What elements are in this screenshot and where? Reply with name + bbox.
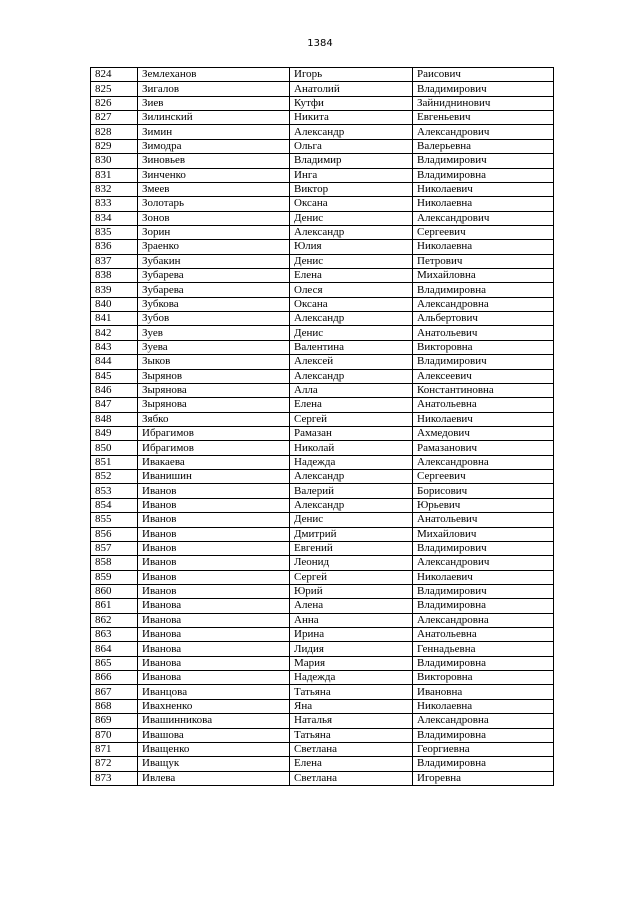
surname-cell: Иванов: [138, 584, 290, 598]
first-name-cell: Оксана: [290, 297, 413, 311]
patronymic-cell: Александровна: [413, 297, 554, 311]
table-row: [91, 182, 554, 196]
patronymic-cell: Ахмедович: [413, 426, 554, 440]
patronymic-cell: Алексеевич: [413, 369, 554, 383]
surname-cell: Зуева: [138, 340, 290, 354]
patronymic-cell: Владимировна: [413, 656, 554, 670]
table-row: [91, 541, 554, 555]
patronymic-cell: Михайловна: [413, 269, 554, 283]
first-name-cell: Надежда: [290, 671, 413, 685]
table-row: [91, 484, 554, 498]
first-name-cell: Елена: [290, 757, 413, 771]
surname-cell: Зырянова: [138, 398, 290, 412]
patronymic-cell: Зайниднинович: [413, 96, 554, 110]
patronymic-cell: Раисович: [413, 68, 554, 82]
first-name-cell: Юрий: [290, 584, 413, 598]
first-name-cell: Ирина: [290, 628, 413, 642]
row-number: 836: [91, 240, 138, 254]
row-number: 864: [91, 642, 138, 656]
surname-cell: Ибрагимов: [138, 441, 290, 455]
table-row: [91, 82, 554, 96]
patronymic-cell: Николаевна: [413, 240, 554, 254]
patronymic-cell: Сергеевич: [413, 225, 554, 239]
table-row: [91, 96, 554, 110]
surname-cell: Землеханов: [138, 68, 290, 82]
first-name-cell: Светлана: [290, 771, 413, 785]
table-row: [91, 340, 554, 354]
first-name-cell: Николай: [290, 441, 413, 455]
table-row: [91, 671, 554, 685]
patronymic-cell: Николаевич: [413, 412, 554, 426]
patronymic-cell: Альбертович: [413, 312, 554, 326]
first-name-cell: Юлия: [290, 240, 413, 254]
table-row: [91, 197, 554, 211]
surname-cell: Иванов: [138, 513, 290, 527]
first-name-cell: Алексей: [290, 355, 413, 369]
table-row: [91, 139, 554, 153]
table-row: [91, 412, 554, 426]
surname-cell: Зинченко: [138, 168, 290, 182]
first-name-cell: Дмитрий: [290, 527, 413, 541]
first-name-cell: Олеся: [290, 283, 413, 297]
row-number: 857: [91, 541, 138, 555]
first-name-cell: Валерий: [290, 484, 413, 498]
surname-cell: Иванов: [138, 484, 290, 498]
first-name-cell: Сергей: [290, 412, 413, 426]
surname-cell: Змеев: [138, 182, 290, 196]
table-row: [91, 326, 554, 340]
first-name-cell: Александр: [290, 369, 413, 383]
row-number: 842: [91, 326, 138, 340]
patronymic-cell: Анатольевич: [413, 326, 554, 340]
table-row: [91, 125, 554, 139]
row-number: 829: [91, 139, 138, 153]
row-number: 837: [91, 254, 138, 268]
table-row: [91, 254, 554, 268]
surname-cell: Зонов: [138, 211, 290, 225]
patronymic-cell: Георгиевна: [413, 742, 554, 756]
first-name-cell: Елена: [290, 398, 413, 412]
surname-cell: Зябко: [138, 412, 290, 426]
patronymic-cell: Владимирович: [413, 82, 554, 96]
first-name-cell: Александр: [290, 125, 413, 139]
table-row: [91, 68, 554, 82]
patronymic-cell: Николаевич: [413, 182, 554, 196]
first-name-cell: Леонид: [290, 556, 413, 570]
surname-cell: Иванова: [138, 642, 290, 656]
surname-cell: Зраенко: [138, 240, 290, 254]
surname-cell: Иванов: [138, 498, 290, 512]
row-number: 838: [91, 269, 138, 283]
row-number: 825: [91, 82, 138, 96]
surname-cell: Ивашова: [138, 728, 290, 742]
row-number: 868: [91, 699, 138, 713]
row-number: 843: [91, 340, 138, 354]
patronymic-cell: Владимирович: [413, 154, 554, 168]
patronymic-cell: Борисович: [413, 484, 554, 498]
surname-cell: Ивлева: [138, 771, 290, 785]
patronymic-cell: Константиновна: [413, 383, 554, 397]
surname-cell: Иванишин: [138, 470, 290, 484]
patronymic-cell: Александрович: [413, 556, 554, 570]
surname-cell: Зырянов: [138, 369, 290, 383]
surname-cell: Иванов: [138, 556, 290, 570]
surname-cell: Иванов: [138, 527, 290, 541]
table-row: [91, 656, 554, 670]
row-number: 827: [91, 111, 138, 125]
row-number: 869: [91, 714, 138, 728]
patronymic-cell: Владимирович: [413, 541, 554, 555]
patronymic-cell: Викторовна: [413, 340, 554, 354]
first-name-cell: Яна: [290, 699, 413, 713]
surname-cell: Иванова: [138, 628, 290, 642]
row-number: 872: [91, 757, 138, 771]
first-name-cell: Анатолий: [290, 82, 413, 96]
patronymic-cell: Евгеньевич: [413, 111, 554, 125]
names-table-body: [91, 68, 554, 786]
table-row: [91, 225, 554, 239]
first-name-cell: Сергей: [290, 570, 413, 584]
first-name-cell: Лидия: [290, 642, 413, 656]
table-row: [91, 111, 554, 125]
surname-cell: Зилинский: [138, 111, 290, 125]
surname-cell: Зубкова: [138, 297, 290, 311]
row-number: 840: [91, 297, 138, 311]
surname-cell: Зимодра: [138, 139, 290, 153]
table-row: [91, 470, 554, 484]
row-number: 862: [91, 613, 138, 627]
row-number: 870: [91, 728, 138, 742]
row-number: 839: [91, 283, 138, 297]
first-name-cell: Алла: [290, 383, 413, 397]
row-number: 834: [91, 211, 138, 225]
row-number: 861: [91, 599, 138, 613]
table-row: [91, 556, 554, 570]
surname-cell: Зиновьев: [138, 154, 290, 168]
row-number: 832: [91, 182, 138, 196]
table-row: [91, 513, 554, 527]
table-row: [91, 498, 554, 512]
row-number: 846: [91, 383, 138, 397]
patronymic-cell: Петрович: [413, 254, 554, 268]
patronymic-cell: Николаевна: [413, 197, 554, 211]
patronymic-cell: Владимировна: [413, 728, 554, 742]
patronymic-cell: Александровна: [413, 714, 554, 728]
surname-cell: Зиев: [138, 96, 290, 110]
table-row: [91, 699, 554, 713]
row-number: 826: [91, 96, 138, 110]
surname-cell: Иванов: [138, 541, 290, 555]
first-name-cell: Никита: [290, 111, 413, 125]
names-table: [90, 67, 554, 786]
patronymic-cell: Владимирович: [413, 584, 554, 598]
row-number: 851: [91, 455, 138, 469]
table-row: [91, 642, 554, 656]
surname-cell: Ибрагимов: [138, 426, 290, 440]
first-name-cell: Александр: [290, 470, 413, 484]
surname-cell: Золотарь: [138, 197, 290, 211]
patronymic-cell: Юрьевич: [413, 498, 554, 512]
table-row: [91, 168, 554, 182]
table-row: [91, 628, 554, 642]
first-name-cell: Валентина: [290, 340, 413, 354]
patronymic-cell: Геннадьевна: [413, 642, 554, 656]
first-name-cell: Денис: [290, 211, 413, 225]
table-row: [91, 771, 554, 785]
surname-cell: Иванов: [138, 570, 290, 584]
surname-cell: Зубарева: [138, 283, 290, 297]
surname-cell: Ивахненко: [138, 699, 290, 713]
patronymic-cell: Александровна: [413, 613, 554, 627]
first-name-cell: Мария: [290, 656, 413, 670]
table-row: [91, 728, 554, 742]
patronymic-cell: Владимировна: [413, 757, 554, 771]
table-row: [91, 599, 554, 613]
row-number: 831: [91, 168, 138, 182]
table-row: [91, 355, 554, 369]
patronymic-cell: Анатольевич: [413, 513, 554, 527]
surname-cell: Зыков: [138, 355, 290, 369]
first-name-cell: Виктор: [290, 182, 413, 196]
patronymic-cell: Анатольевна: [413, 398, 554, 412]
table-row: [91, 383, 554, 397]
row-number: 844: [91, 355, 138, 369]
patronymic-cell: Викторовна: [413, 671, 554, 685]
row-number: 835: [91, 225, 138, 239]
first-name-cell: Надежда: [290, 455, 413, 469]
row-number: 833: [91, 197, 138, 211]
first-name-cell: Владимир: [290, 154, 413, 168]
table-row: [91, 398, 554, 412]
table-row: [91, 685, 554, 699]
page-number: 1384: [307, 38, 333, 49]
surname-cell: Ивашинникова: [138, 714, 290, 728]
row-number: 852: [91, 470, 138, 484]
surname-cell: Зигалов: [138, 82, 290, 96]
patronymic-cell: Валерьевна: [413, 139, 554, 153]
row-number: 873: [91, 771, 138, 785]
surname-cell: Иванова: [138, 613, 290, 627]
first-name-cell: Анна: [290, 613, 413, 627]
first-name-cell: Татьяна: [290, 728, 413, 742]
row-number: 849: [91, 426, 138, 440]
first-name-cell: Рамазан: [290, 426, 413, 440]
first-name-cell: Наталья: [290, 714, 413, 728]
first-name-cell: Светлана: [290, 742, 413, 756]
surname-cell: Иванцова: [138, 685, 290, 699]
table-row: [91, 297, 554, 311]
surname-cell: Иванова: [138, 599, 290, 613]
row-number: 841: [91, 312, 138, 326]
first-name-cell: Александр: [290, 225, 413, 239]
row-number: 856: [91, 527, 138, 541]
first-name-cell: Александр: [290, 312, 413, 326]
surname-cell: Иванова: [138, 656, 290, 670]
first-name-cell: Ольга: [290, 139, 413, 153]
table-row: [91, 240, 554, 254]
patronymic-cell: Николаевна: [413, 699, 554, 713]
row-number: 845: [91, 369, 138, 383]
first-name-cell: Денис: [290, 326, 413, 340]
patronymic-cell: Владимировна: [413, 283, 554, 297]
surname-cell: Иванова: [138, 671, 290, 685]
table-row: [91, 426, 554, 440]
patronymic-cell: Александрович: [413, 211, 554, 225]
surname-cell: Иващук: [138, 757, 290, 771]
first-name-cell: Денис: [290, 254, 413, 268]
table-row: [91, 369, 554, 383]
surname-cell: Иващенко: [138, 742, 290, 756]
table-row: [91, 283, 554, 297]
surname-cell: Зуев: [138, 326, 290, 340]
table-row: [91, 584, 554, 598]
row-number: 863: [91, 628, 138, 642]
first-name-cell: Денис: [290, 513, 413, 527]
patronymic-cell: Анатольевна: [413, 628, 554, 642]
row-number: 850: [91, 441, 138, 455]
row-number: 824: [91, 68, 138, 82]
table-row: [91, 154, 554, 168]
surname-cell: Ивакаева: [138, 455, 290, 469]
first-name-cell: Инга: [290, 168, 413, 182]
row-number: 859: [91, 570, 138, 584]
table-row: [91, 455, 554, 469]
surname-cell: Зубов: [138, 312, 290, 326]
patronymic-cell: Сергеевич: [413, 470, 554, 484]
first-name-cell: Евгений: [290, 541, 413, 555]
surname-cell: Зимин: [138, 125, 290, 139]
table-row: [91, 757, 554, 771]
patronymic-cell: Владимировна: [413, 168, 554, 182]
table-row: [91, 742, 554, 756]
first-name-cell: Алена: [290, 599, 413, 613]
table-row: [91, 613, 554, 627]
surname-cell: Зорин: [138, 225, 290, 239]
surname-cell: Зубарева: [138, 269, 290, 283]
row-number: 855: [91, 513, 138, 527]
row-number: 866: [91, 671, 138, 685]
patronymic-cell: Ивановна: [413, 685, 554, 699]
row-number: 860: [91, 584, 138, 598]
row-number: 847: [91, 398, 138, 412]
table-row: [91, 441, 554, 455]
row-number: 865: [91, 656, 138, 670]
patronymic-cell: Владимирович: [413, 355, 554, 369]
patronymic-cell: Александровна: [413, 455, 554, 469]
first-name-cell: Оксана: [290, 197, 413, 211]
row-number: 853: [91, 484, 138, 498]
patronymic-cell: Владимировна: [413, 599, 554, 613]
row-number: 848: [91, 412, 138, 426]
patronymic-cell: Михайлович: [413, 527, 554, 541]
row-number: 830: [91, 154, 138, 168]
table-row: [91, 269, 554, 283]
row-number: 828: [91, 125, 138, 139]
row-number: 854: [91, 498, 138, 512]
surname-cell: Зубакин: [138, 254, 290, 268]
patronymic-cell: Николаевич: [413, 570, 554, 584]
row-number: 867: [91, 685, 138, 699]
table-row: [91, 312, 554, 326]
surname-cell: Зырянова: [138, 383, 290, 397]
first-name-cell: Татьяна: [290, 685, 413, 699]
row-number: 858: [91, 556, 138, 570]
table-row: [91, 714, 554, 728]
patronymic-cell: Рамазанович: [413, 441, 554, 455]
first-name-cell: Игорь: [290, 68, 413, 82]
patronymic-cell: Александрович: [413, 125, 554, 139]
table-row: [91, 570, 554, 584]
table-row: [91, 527, 554, 541]
first-name-cell: Кутфи: [290, 96, 413, 110]
row-number: 871: [91, 742, 138, 756]
first-name-cell: Елена: [290, 269, 413, 283]
first-name-cell: Александр: [290, 498, 413, 512]
patronymic-cell: Игоревна: [413, 771, 554, 785]
table-row: [91, 211, 554, 225]
